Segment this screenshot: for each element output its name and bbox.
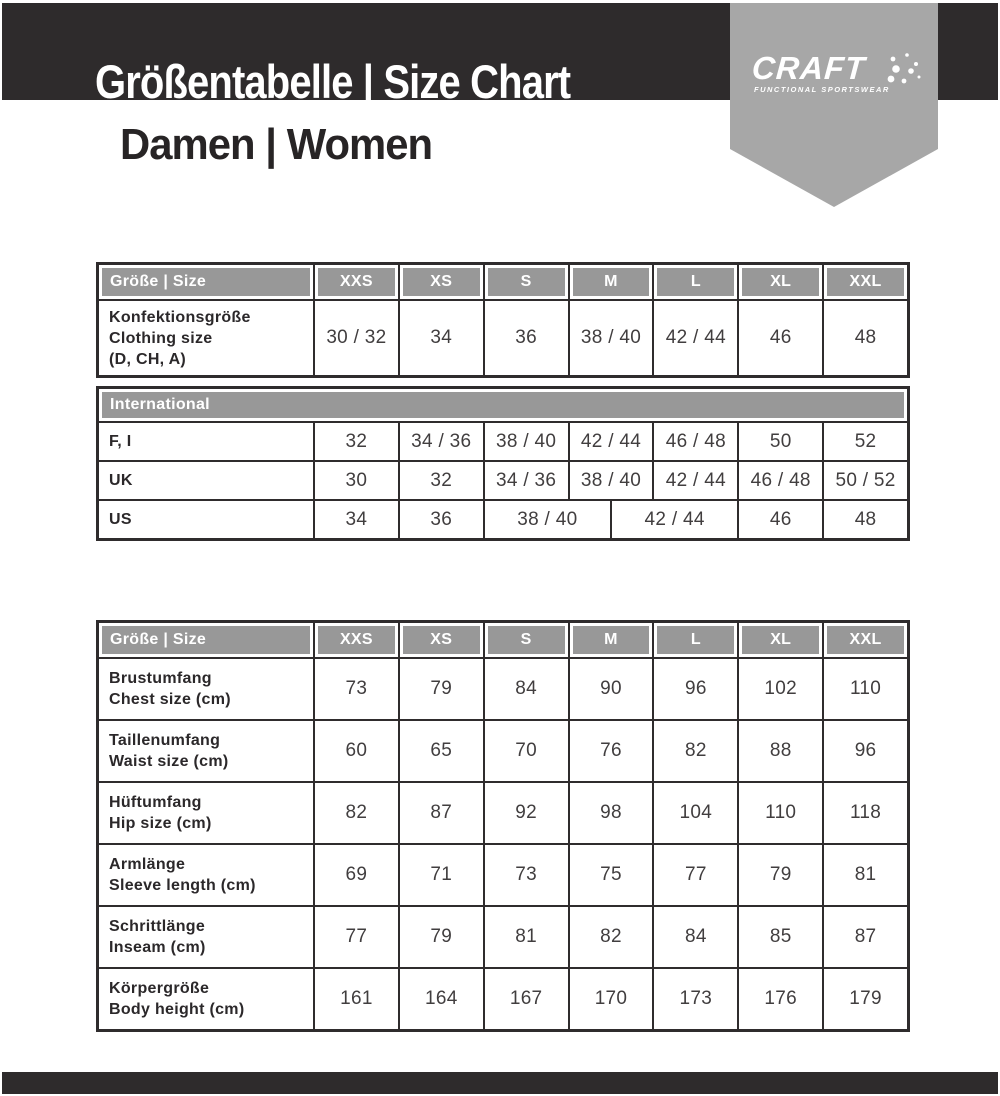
size-value-cell: 46 / 48 bbox=[739, 462, 822, 499]
size-value-cell: 48 bbox=[824, 501, 907, 538]
size-value-cell: 46 / 48 bbox=[654, 423, 737, 460]
size-value-cell: 60 bbox=[315, 721, 398, 781]
row-label-line: Waist size (cm) bbox=[109, 753, 229, 770]
size-value-cell: 79 bbox=[739, 845, 822, 905]
size-value-cell: 92 bbox=[485, 783, 568, 843]
size-value-cell: 84 bbox=[654, 907, 737, 967]
row-label-line: Körpergröße bbox=[109, 980, 210, 997]
size-value-cell: 79 bbox=[400, 659, 483, 719]
row-label-line: Brustumfang bbox=[109, 670, 212, 687]
row-label-line: US bbox=[109, 511, 132, 528]
size-value-cell: 76 bbox=[570, 721, 653, 781]
size-column-header-m: M bbox=[570, 623, 653, 657]
size-value-cell: 48 bbox=[824, 301, 907, 375]
size-value-cell: 38 / 40 bbox=[570, 301, 653, 375]
size-value-cell: 87 bbox=[400, 783, 483, 843]
size-value-cell: 32 bbox=[315, 423, 398, 460]
size-value-cell: 84 bbox=[485, 659, 568, 719]
row-label bbox=[99, 907, 313, 967]
row-label-line: Sleeve length (cm) bbox=[109, 877, 256, 894]
size-value-cell: 173 bbox=[654, 969, 737, 1029]
size-value-cell: 81 bbox=[485, 907, 568, 967]
size-value-cell: 161 bbox=[315, 969, 398, 1029]
size-value-cell: 102 bbox=[739, 659, 822, 719]
size-column-header-s: S bbox=[485, 265, 568, 299]
row-label-line: Schrittlänge bbox=[109, 918, 206, 935]
row-label bbox=[99, 501, 313, 538]
size-value-cell: 36 bbox=[400, 501, 483, 538]
size-value-cell: 167 bbox=[485, 969, 568, 1029]
size-value-cell: 46 bbox=[739, 501, 822, 538]
size-value-cell: 34 bbox=[400, 301, 483, 375]
size-value-cell: 81 bbox=[824, 845, 907, 905]
size-value-cell: 82 bbox=[654, 721, 737, 781]
row-label-line: Hip size (cm) bbox=[109, 815, 212, 832]
brand-logo-text: CRAFT bbox=[750, 50, 867, 86]
size-column-header-xxs: XXS bbox=[315, 623, 398, 657]
size-value-cell: 73 bbox=[315, 659, 398, 719]
size-column-header-s: S bbox=[485, 623, 568, 657]
row-label-line: Inseam (cm) bbox=[109, 939, 206, 956]
size-value-cell: 38 / 40 bbox=[485, 423, 568, 460]
size-column-header-xs: XS bbox=[400, 623, 483, 657]
row-label bbox=[99, 462, 313, 499]
size-value-cell: 30 bbox=[315, 462, 398, 499]
size-value-cell: 110 bbox=[739, 783, 822, 843]
size-value-cell: 50 / 52 bbox=[824, 462, 907, 499]
row-label bbox=[99, 783, 313, 843]
size-value-cell: 38 / 40 bbox=[570, 462, 653, 499]
size-value-cell: 34 / 36 bbox=[400, 423, 483, 460]
row-label-line: (D, CH, A) bbox=[109, 350, 187, 368]
size-value-cell: 85 bbox=[739, 907, 822, 967]
size-value-cell: 75 bbox=[570, 845, 653, 905]
size-value-cell: 65 bbox=[400, 721, 483, 781]
size-value-cell: 96 bbox=[654, 659, 737, 719]
size-value-cell: 82 bbox=[570, 907, 653, 967]
brand-tagline: FUNCTIONAL SPORTSWEAR bbox=[754, 85, 890, 94]
size-value-cell: 34 / 36 bbox=[485, 462, 568, 499]
size-value-cell: 90 bbox=[570, 659, 653, 719]
size-value-cell: 42 / 44 bbox=[570, 423, 653, 460]
row-label-line: UK bbox=[109, 472, 133, 489]
row-label-line: Taillenumfang bbox=[109, 732, 221, 749]
row-label bbox=[99, 845, 313, 905]
row-label bbox=[99, 423, 313, 460]
size-column-header-xl: XL bbox=[739, 265, 822, 299]
size-column-header-m: M bbox=[570, 265, 653, 299]
size-value-cell: 70 bbox=[485, 721, 568, 781]
row-label bbox=[99, 721, 313, 781]
size-value-cell: 110 bbox=[824, 659, 907, 719]
row-label bbox=[99, 659, 313, 719]
size-column-header-xxs: XXS bbox=[315, 265, 398, 299]
size-value-cell: 50 bbox=[739, 423, 822, 460]
row-label-line: Body height (cm) bbox=[109, 1001, 245, 1018]
size-column-header-l: L bbox=[654, 623, 737, 657]
size-value-cell: 88 bbox=[739, 721, 822, 781]
size-value-cell: 34 bbox=[315, 501, 398, 538]
body-measurements-table bbox=[96, 620, 910, 1032]
size-header-corner: Größe | Size bbox=[99, 623, 313, 657]
brand-ribbon bbox=[730, 3, 938, 211]
size-column-header-xl: XL bbox=[739, 623, 822, 657]
international-title-bar: International bbox=[99, 389, 907, 421]
size-value-cell: 118 bbox=[824, 783, 907, 843]
size-value-cell: 176 bbox=[739, 969, 822, 1029]
row-label-line: Hüftumfang bbox=[109, 794, 202, 811]
row-label-line: F, I bbox=[109, 433, 132, 450]
page-subtitle: Damen | Women bbox=[120, 120, 433, 169]
clothing-size-table bbox=[96, 262, 910, 378]
size-value-cell: 52 bbox=[824, 423, 907, 460]
row-label-line: Konfektionsgröße bbox=[109, 308, 251, 326]
size-value-cell: 42 / 44 bbox=[654, 462, 737, 499]
size-column-header-xxl: XXL bbox=[824, 623, 907, 657]
size-value-cell: 69 bbox=[315, 845, 398, 905]
row-label bbox=[99, 301, 313, 375]
international-size-table bbox=[96, 386, 910, 541]
size-value-cell: 71 bbox=[400, 845, 483, 905]
size-value-cell: 30 / 32 bbox=[315, 301, 398, 375]
size-value-cell: 170 bbox=[570, 969, 653, 1029]
ribbon-pennant-shape bbox=[730, 3, 938, 211]
size-column-header-l: L bbox=[654, 265, 737, 299]
size-value-cell: 104 bbox=[654, 783, 737, 843]
size-value-cell: 73 bbox=[485, 845, 568, 905]
size-value-cell: 96 bbox=[824, 721, 907, 781]
size-value-cell: 42 / 44 bbox=[654, 301, 737, 375]
size-value-cell: 32 bbox=[400, 462, 483, 499]
size-value-cell: 42 / 44 bbox=[612, 501, 737, 538]
row-label-line: Chest size (cm) bbox=[109, 691, 231, 708]
row-label-line: Armlänge bbox=[109, 856, 186, 873]
size-value-cell: 36 bbox=[485, 301, 568, 375]
page-title: Größentabelle | Size Chart bbox=[95, 55, 571, 108]
size-value-cell: 77 bbox=[315, 907, 398, 967]
row-label bbox=[99, 969, 313, 1029]
size-value-cell: 82 bbox=[315, 783, 398, 843]
size-value-cell: 98 bbox=[570, 783, 653, 843]
size-value-cell: 79 bbox=[400, 907, 483, 967]
size-value-cell: 179 bbox=[824, 969, 907, 1029]
size-column-header-xxl: XXL bbox=[824, 265, 907, 299]
size-value-cell: 46 bbox=[739, 301, 822, 375]
brand-dots-icon bbox=[885, 51, 925, 87]
size-header-corner: Größe | Size bbox=[99, 265, 313, 299]
size-value-cell: 77 bbox=[654, 845, 737, 905]
size-value-cell: 38 / 40 bbox=[485, 501, 610, 538]
size-value-cell: 87 bbox=[824, 907, 907, 967]
row-label-line: Clothing size bbox=[109, 329, 213, 347]
bottom-bar bbox=[2, 1072, 998, 1094]
size-value-cell: 164 bbox=[400, 969, 483, 1029]
size-column-header-xs: XS bbox=[400, 265, 483, 299]
